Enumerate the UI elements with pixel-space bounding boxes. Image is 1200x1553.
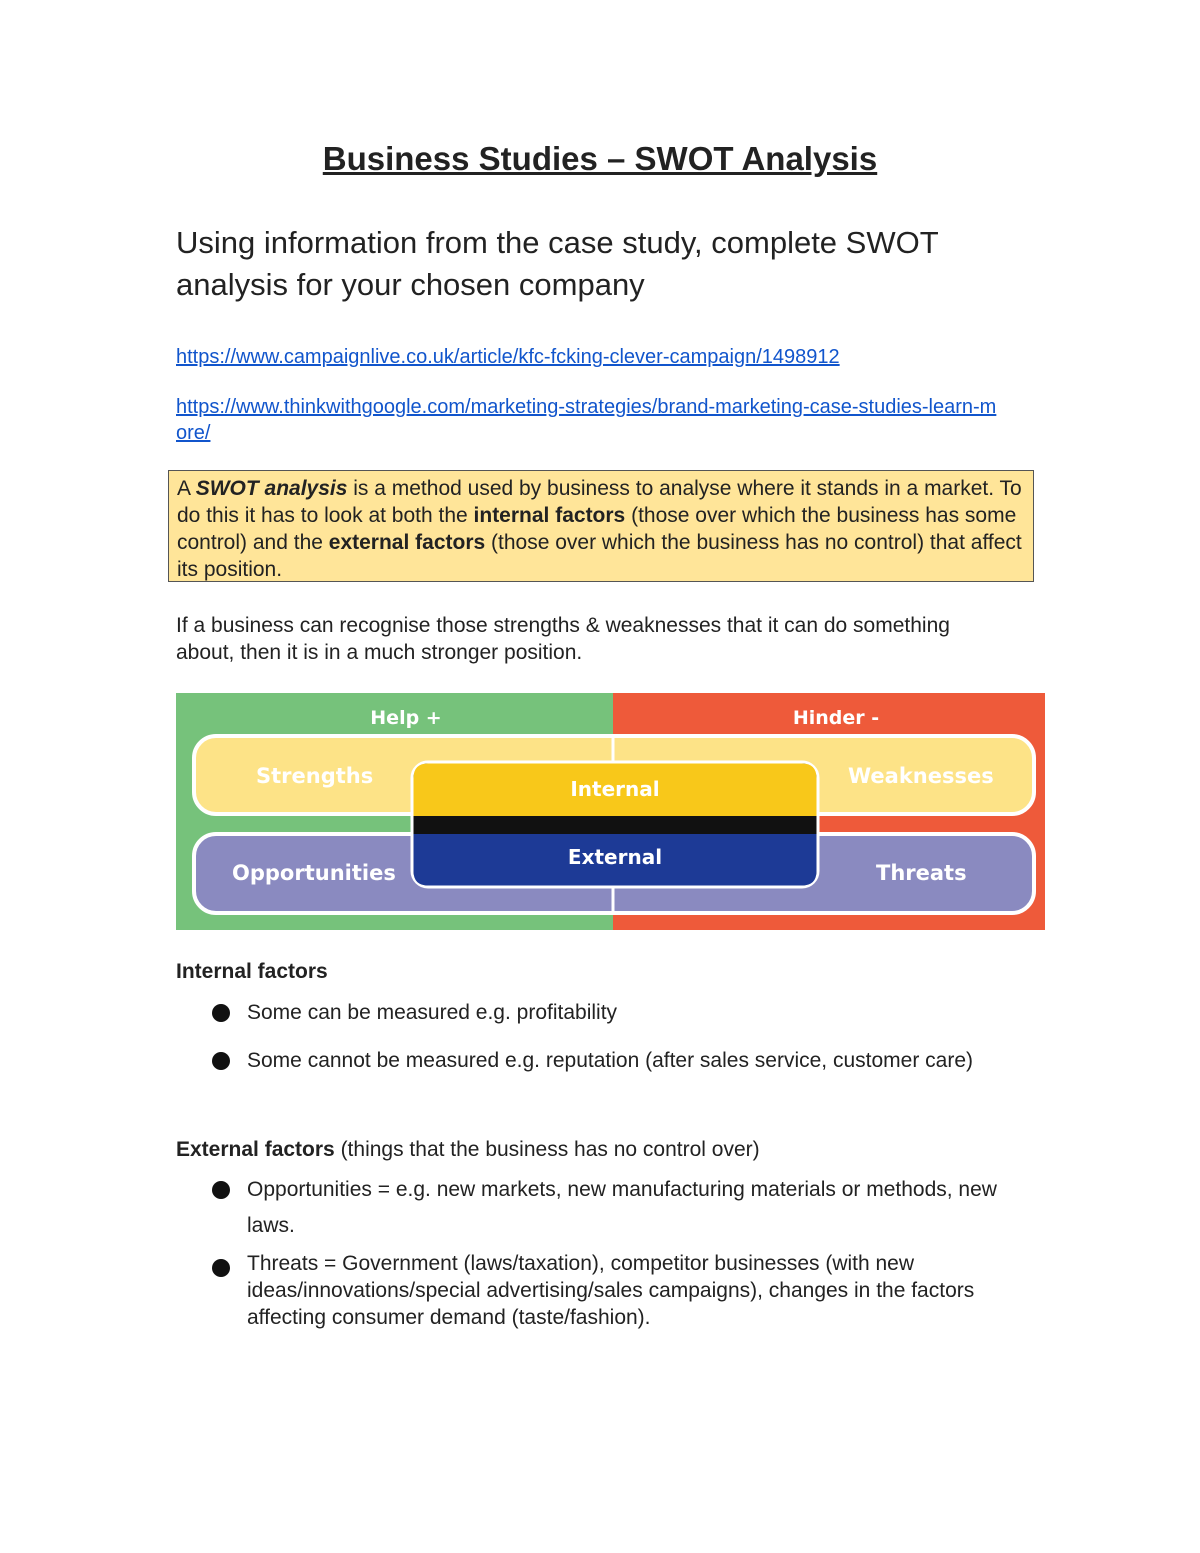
definition-text-2: (those over which the business has some control) and the bbox=[177, 504, 1017, 554]
list-item bbox=[212, 1172, 1012, 1244]
internal-bullet-text: Some can be measured e.g. profitability bbox=[247, 1001, 618, 1024]
list-item bbox=[212, 1250, 1012, 1331]
list-item bbox=[212, 1043, 1012, 1079]
internal-factors-heading: Internal factors bbox=[176, 960, 328, 983]
list-item bbox=[212, 995, 1012, 1031]
internal-bullet-text: Some cannot be measured e.g. reputation (after sales service, customer care) bbox=[247, 1049, 974, 1072]
bullet-icon bbox=[212, 1181, 230, 1199]
external-bullet-text: Threats = Government (laws/taxation), competitor businesses (with new ideas/innovations/special advertising/sales campaigns), changes in the factors affecting consumer demand (taste/fashion). bbox=[247, 1252, 975, 1329]
swot-definition-box bbox=[168, 470, 1034, 582]
swot-diagram-svg bbox=[176, 693, 1045, 930]
hinder-label: Hinder - bbox=[792, 707, 880, 729]
opportunities-label: Opportunities bbox=[232, 861, 396, 885]
strengths-weaknesses-paragraph: If a business can recognise those strengths & weaknesses that it can do something about, then it is in a much stronger position. bbox=[176, 614, 950, 664]
thinkwithgoogle-link[interactable]: https://www.thinkwithgoogle.com/marketing-strategies/brand-marketing-case-studies-learn-more/ bbox=[176, 396, 997, 444]
external-heading-note: (things that the business has no control over) bbox=[334, 1138, 760, 1161]
external-heading-term: External factors bbox=[176, 1138, 335, 1161]
external-bullet-text: Opportunities = e.g. new markets, new manufacturing materials or methods, new laws. bbox=[247, 1178, 997, 1237]
strengths-label: Strengths bbox=[256, 764, 374, 788]
bullet-icon bbox=[212, 1052, 230, 1070]
external-label: External bbox=[567, 845, 663, 869]
campaignlive-link[interactable]: https://www.campaignlive.co.uk/article/kfc-fcking-clever-campaign/1498912 bbox=[176, 346, 840, 368]
definition-external-term: external factors bbox=[328, 531, 486, 554]
external-factors-list bbox=[212, 1172, 1012, 1331]
internal-label: Internal bbox=[570, 777, 660, 801]
definition-internal-term: internal factors bbox=[473, 504, 626, 527]
help-label: Help + bbox=[370, 707, 442, 729]
bullet-icon bbox=[212, 1004, 230, 1022]
definition-text-3: (those over which the business has no control) that affect its position. bbox=[177, 531, 1022, 581]
definition-a: A bbox=[177, 477, 196, 500]
external-factors-heading bbox=[176, 1136, 760, 1163]
weaknesses-label: Weaknesses bbox=[848, 764, 994, 788]
definition-term: SWOT analysis bbox=[195, 477, 348, 500]
page-title: Business Studies – SWOT Analysis bbox=[322, 140, 878, 177]
task-instruction: Using information from the case study, complete SWOT analysis for your chosen company bbox=[176, 225, 939, 302]
internal-factors-list bbox=[212, 995, 1012, 1079]
swot-diagram bbox=[176, 693, 1045, 930]
threats-label: Threats bbox=[876, 861, 967, 885]
definition-text-1: is a method used by business to analyse where it stands in a market. To do this it has to look at both the bbox=[177, 477, 1022, 527]
bullet-icon bbox=[212, 1259, 230, 1277]
